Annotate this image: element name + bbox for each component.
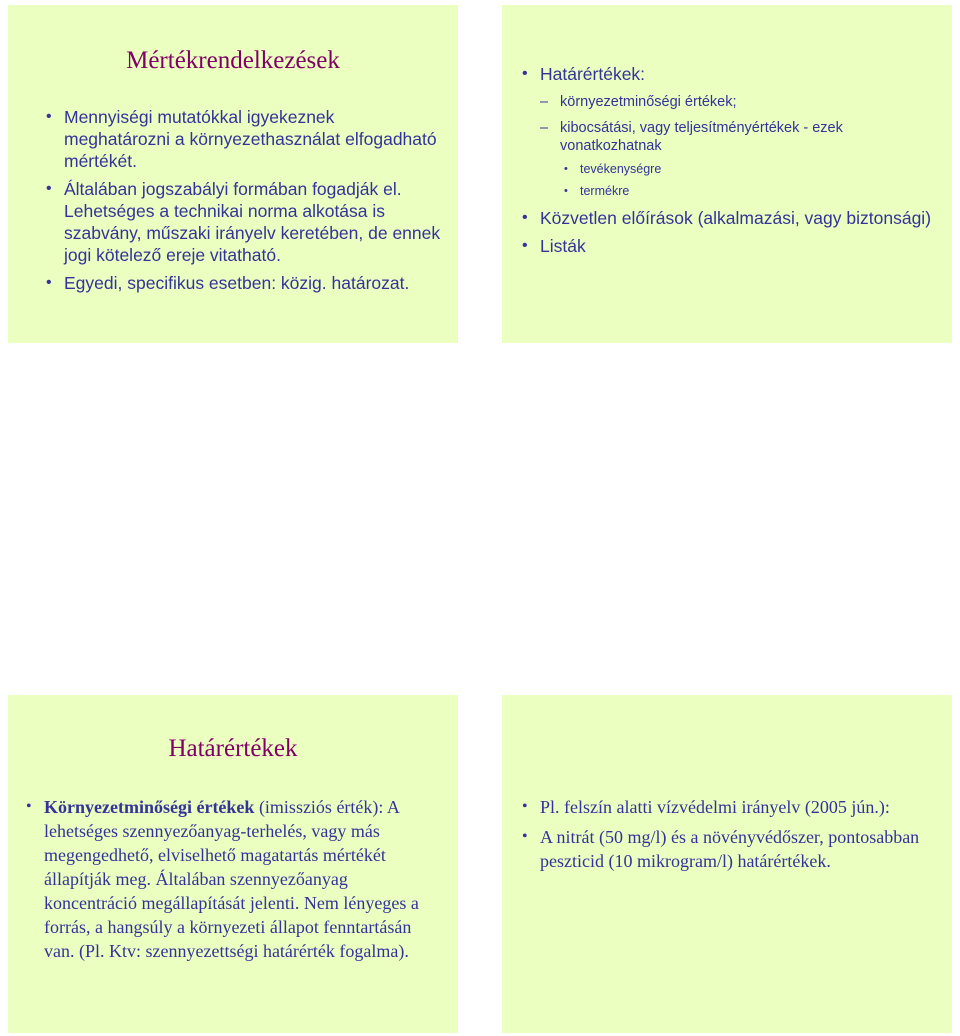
bullet-list <box>520 795 940 879</box>
sub-item: – környezetminőségi értékek; <box>540 93 940 111</box>
bullet-list <box>44 106 444 300</box>
bullet-item: • Pl. felszín alatti vízvédelmi irányelv (2005 jún.): <box>520 795 940 819</box>
sub-sub-list <box>560 161 940 199</box>
slide-title: Mértékrendelkezések <box>126 47 340 74</box>
bullet-item: • Mennyiségi mutatókkal igyekeznek meghatározni a környezethasználat elfogadható mértékét. <box>44 106 444 172</box>
sub-list <box>540 93 940 199</box>
bullet-item: • Általában jogszabályi formában fogadják el. Lehetséges a technikai norma alkotása is szabvány, műszaki irányelv keretében, de ennek jogi kötelező ereje vitatható. <box>44 178 444 266</box>
slide-2 <box>502 5 952 343</box>
bullet-list <box>520 63 940 263</box>
sub-item-text: kibocsátási, vagy teljesítményértékek - ezek vonatkozhatnak <box>560 120 843 154</box>
bullet-item: • A nitrát (50 mg/l) és a növényvédőszer, pontosabban peszticid (10 mikrogram/l) határértékek. <box>520 825 940 873</box>
sub-item <box>540 119 940 199</box>
bullet-item: • Egyedi, specifikus esetben: közig. határozat. <box>44 272 444 294</box>
slide-title: Határértékek <box>168 735 298 762</box>
sub-sub-item: • termékre <box>560 183 940 199</box>
slide-1 <box>8 5 458 343</box>
bullet-label: Határértékek: <box>540 64 646 84</box>
bullet-item <box>24 795 444 963</box>
bullet-item: • Listák <box>520 235 940 257</box>
bold-term: Környezetminőségi értékek <box>44 797 255 817</box>
slide-3 <box>8 695 458 1033</box>
bullet-list <box>24 795 444 969</box>
bullet-item <box>520 63 940 199</box>
sub-sub-item: • tevékenységre <box>560 161 940 177</box>
slide-4 <box>502 695 952 1033</box>
bullet-item: • Közvetlen előírások (alkalmazási, vagy biztonsági) <box>520 207 940 229</box>
bullet-text: (imissziós érték): A lehetséges szennyezőanyag-terhelés, vagy más megengedhető, elviselhető magatartás mértékét állapítják meg. Általában szennyezőanyag koncentráció megállapítását jelenti. Nem lényeges a forrás, a hangsúly a környezeti állapot fenntartásán van. (Pl. Ktv: szennyezettségi határérték fogalma). <box>44 797 419 961</box>
